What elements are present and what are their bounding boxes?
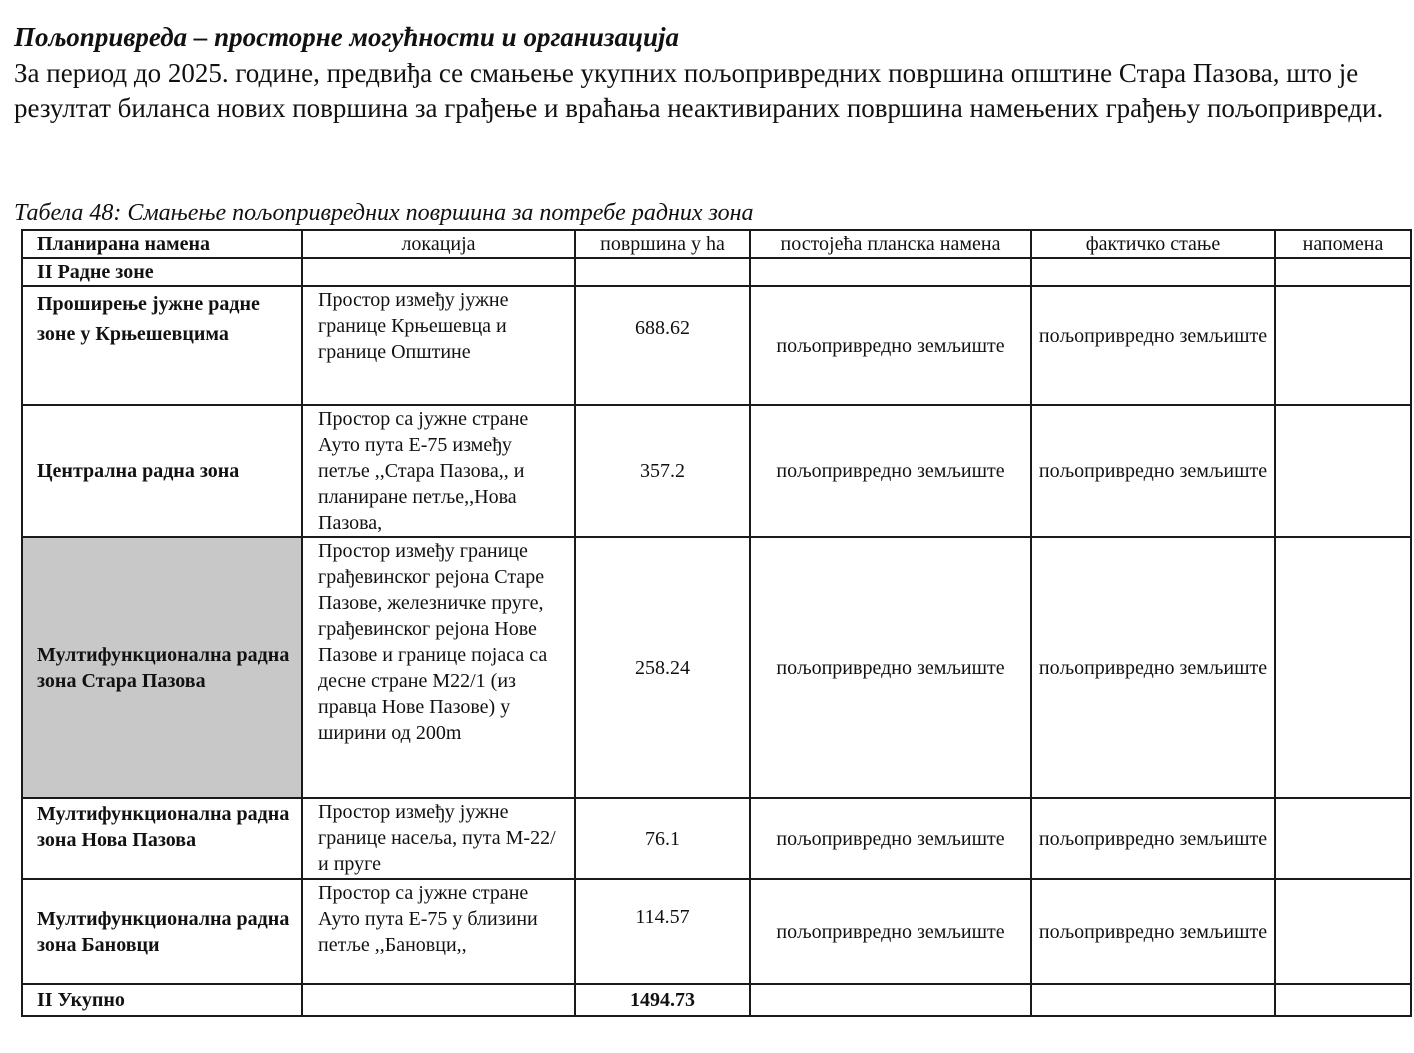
col-header-note: напомена bbox=[1275, 230, 1411, 258]
row-area: 258.24 bbox=[575, 537, 750, 798]
col-header-location: локација bbox=[302, 230, 575, 258]
row-note bbox=[1275, 286, 1411, 405]
row-planned-use: пољопривредно земљиште bbox=[750, 405, 1031, 537]
section-row bbox=[22, 258, 1411, 286]
row-area: 76.1 bbox=[575, 798, 750, 879]
empty-cell bbox=[1031, 984, 1275, 1016]
row-actual-state: пољопривредно земљиште bbox=[1031, 537, 1275, 798]
row-planned-use: пољопривредно земљиште bbox=[750, 286, 1031, 405]
total-label: II Укупно bbox=[22, 984, 302, 1016]
empty-cell bbox=[1275, 258, 1411, 286]
row-planned-use: пољопривредно земљиште bbox=[750, 798, 1031, 879]
row-actual-state: пољопривредно земљиште bbox=[1031, 405, 1275, 537]
row-note bbox=[1275, 798, 1411, 879]
empty-cell bbox=[575, 258, 750, 286]
total-row bbox=[22, 984, 1411, 1016]
row-location: Простор између јужне границе Крњешевца и границе Општине bbox=[302, 286, 575, 405]
empty-cell bbox=[1031, 258, 1275, 286]
row-name: Централна радна зона bbox=[22, 405, 302, 537]
section-heading: Пољопривреда – просторне могућности и организација bbox=[14, 22, 679, 52]
row-area: 114.57 bbox=[575, 879, 750, 984]
row-planned-use: пољопривредно земљиште bbox=[750, 537, 1031, 798]
row-actual-state: пољопривредно земљиште bbox=[1031, 879, 1275, 984]
table-row bbox=[22, 405, 1411, 537]
row-area: 688.62 bbox=[575, 286, 750, 405]
empty-cell bbox=[302, 984, 575, 1016]
row-actual-state: пољопривредно земљиште bbox=[1031, 286, 1275, 405]
table-row bbox=[22, 286, 1411, 405]
row-name: Проширење јужне радне зоне у Крњешевцима bbox=[22, 286, 302, 405]
row-actual-state: пољопривредно земљиште bbox=[1031, 798, 1275, 879]
row-planned-use: пољопривредно земљиште bbox=[750, 879, 1031, 984]
row-area: 357.2 bbox=[575, 405, 750, 537]
row-note bbox=[1275, 537, 1411, 798]
row-location: Простор између границе грађевинског рејона Старе Пазове, железничке пруге, грађевинског рејона Нове Пазове и границе појаса са десне стране М22/1 (из правца Нове Пазове) у ширини од 200m bbox=[302, 537, 575, 798]
empty-cell bbox=[750, 984, 1031, 1016]
empty-cell bbox=[1275, 984, 1411, 1016]
row-note bbox=[1275, 405, 1411, 537]
row-location: Простор између јужне границе насеља, пута М-22/ и пруге bbox=[302, 798, 575, 879]
col-header-actual-state: фактичко стање bbox=[1031, 230, 1275, 258]
table-caption: Табела 48: Смањење пољопривредних површина за потребе радних зона bbox=[14, 200, 754, 226]
total-area: 1494.73 bbox=[575, 984, 750, 1016]
table-header-row bbox=[22, 230, 1411, 258]
col-header-planned-use: Планирана намена bbox=[22, 230, 302, 258]
intro-paragraph: За период до 2025. године, предвиђа се смањење укупних пољопривредних површина општине Стара Пазова, што је резултат биланса нових површина за грађење и враћања неактивираних површина намењених грађењу пољопривреди. bbox=[14, 58, 1384, 123]
row-location: Простор са јужне стране Ауто пута Е-75 између петље ,,Стара Пазова,, и планиране петље,,Нова Пазова, bbox=[302, 405, 575, 537]
row-note bbox=[1275, 879, 1411, 984]
work-zones-table bbox=[21, 229, 1412, 1017]
row-name: Мултифункционална радна зона Стара Пазова bbox=[22, 537, 302, 798]
row-name: Мултифункционална радна зона Нова Пазова bbox=[22, 798, 302, 879]
col-header-existing-plan: постојећа планска намена bbox=[750, 230, 1031, 258]
empty-cell bbox=[302, 258, 575, 286]
col-header-area: површина у ha bbox=[575, 230, 750, 258]
table-row bbox=[22, 537, 1411, 798]
table-row bbox=[22, 798, 1411, 879]
row-name: Мултифункционална радна зона Бановци bbox=[22, 879, 302, 984]
row-location: Простор са јужне стране Ауто пута Е-75 у близини петље ,,Бановци,, bbox=[302, 879, 575, 984]
table-row bbox=[22, 879, 1411, 984]
empty-cell bbox=[750, 258, 1031, 286]
section-label: II Радне зоне bbox=[22, 258, 302, 286]
